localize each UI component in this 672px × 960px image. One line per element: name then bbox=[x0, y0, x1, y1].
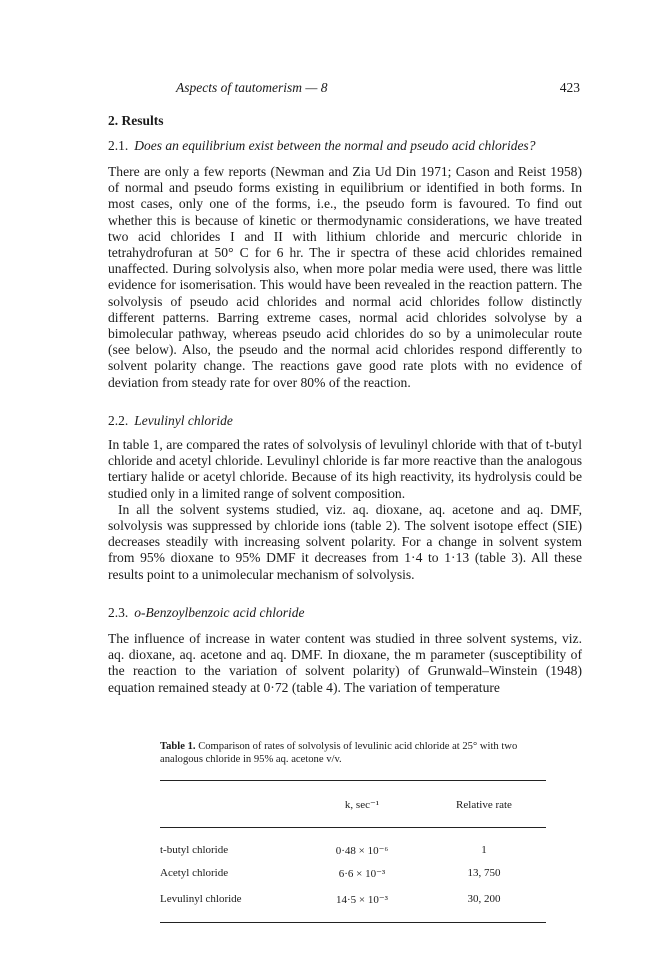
table-label: Table 1. bbox=[160, 741, 196, 752]
table-row bbox=[160, 828, 546, 861]
rate-constant-cell: 14·5 × 10⁻³ bbox=[336, 893, 388, 906]
subsection-title: Levulinyl chloride bbox=[134, 413, 233, 428]
subsection-title: o-Benzoylbenzoic acid chloride bbox=[134, 605, 305, 620]
table-header-row bbox=[160, 781, 546, 828]
subsection-heading-2-3 bbox=[108, 605, 582, 621]
table-caption bbox=[160, 740, 546, 766]
page-number: 423 bbox=[559, 80, 580, 95]
compound-cell: Levulinyl chloride bbox=[160, 893, 242, 905]
body-text: The influence of increase in water content was studied in three solvent systems, viz. aq. dioxane, aq. acetone and aq. DMF. In dioxane, the m parameter (susceptibility of the reaction to the variation of solvent polarity) of Grunwald–Winstein (1948) equation remained steady at 0·72 (table 4). The variation of temperature bbox=[108, 631, 582, 695]
relative-rate-cell: 1 bbox=[481, 844, 487, 856]
table-caption-text: Comparison of rates of solvolysis of levulinic acid chloride at 25° with two analogous chloride in 95% aq. acetone v/v. bbox=[160, 741, 518, 765]
rate-constant-cell: 6·6 × 10⁻³ bbox=[338, 867, 386, 880]
subsection-heading-2-2 bbox=[108, 413, 582, 429]
table-1 bbox=[160, 740, 546, 923]
section-title: Results bbox=[121, 113, 164, 128]
paragraph-2-2 bbox=[108, 437, 582, 583]
subsection-number: 2.2. bbox=[108, 413, 129, 428]
subsection-number: 2.1. bbox=[108, 138, 129, 153]
subsection-title: Does an equilibrium exist between the normal and pseudo acid chlorides? bbox=[134, 138, 536, 153]
compound-cell: Acetyl chloride bbox=[160, 867, 229, 879]
rates-table bbox=[160, 780, 546, 923]
header-cell bbox=[160, 781, 302, 828]
body-text: In table 1, are compared the rates of solvolysis of levulinyl chloride with that of t-butyl chloride and acetyl chloride. Levulinyl chloride is far more reactive than the analogous tertiary halide or acetyl chloride. Because of its high reactivity, its hydrolysis could be studied only in a limited range of solvent composition. bbox=[108, 437, 582, 501]
paragraph-2-3 bbox=[108, 631, 582, 696]
subsection-number: 2.3. bbox=[108, 605, 129, 620]
body-text: In all the solvent systems studied, viz. aq. dioxane, aq. acetone and aq. DMF, solvolysis was suppressed by chloride ions (table 2). The solvent isotope effect (SIE) decreases steadily with increasing solvent polarity. For a change in solvent system from 95% dioxane to 95% DMF it decreases from 1·4 to 1·13 (table 3). All these results point to a unimolecular mechanism of solvolysis. bbox=[108, 501, 582, 582]
header-cell: Relative rate bbox=[456, 798, 512, 811]
body-text: There are only a few reports (Newman and Zia Ud Din 1971; Cason and Reist 1958) of normal and pseudo forms existing in equilibrium or identified in both forms. In most cases, only one of the forms, i.e., the pseudo form is favoured. To find out whether this is because of kinetic or thermodynamic considerations, we have treated two acid chlorides I and II with lithium chloride and mercuric chloride in tetrahydrofuran at 50° C for 6 hr. The ir spectra of these acid chlorides remained unaffected. During solvolysis also, when more polar media were used, there was little evidence for isomerisation. This would have been revealed in the reaction pattern. The solvolysis of pseudo acid chlorides and normal acid chlorides follow distinctly different patterns. Barring extreme cases, normal acid chlorides solvolyse by a bimolecular pathway, whereas pseudo acid chlorides do so by a unimolecular route (see below). Also, the pseudo and the normal acid chlorides respond differently to solvent polarity change. The reactions gave good rate plots with no evidence of deviation from steady rate for over 80% of the reaction. bbox=[108, 164, 582, 390]
header-cell: k, sec⁻¹ bbox=[344, 799, 380, 811]
paragraph-2-1 bbox=[108, 164, 582, 391]
compound-cell: t-butyl chloride bbox=[160, 844, 229, 856]
running-head bbox=[110, 80, 580, 100]
rate-constant-cell: 0·48 × 10⁻⁶ bbox=[335, 844, 389, 857]
table-row bbox=[160, 886, 546, 923]
section-heading bbox=[108, 113, 582, 129]
relative-rate-cell: 30, 200 bbox=[467, 893, 501, 905]
section-number: 2. bbox=[108, 113, 119, 128]
running-title: Aspects of tautomerism — 8 bbox=[176, 80, 328, 95]
subsection-heading-2-1 bbox=[108, 138, 582, 154]
table-row bbox=[160, 860, 546, 886]
relative-rate-cell: 13, 750 bbox=[467, 867, 501, 879]
